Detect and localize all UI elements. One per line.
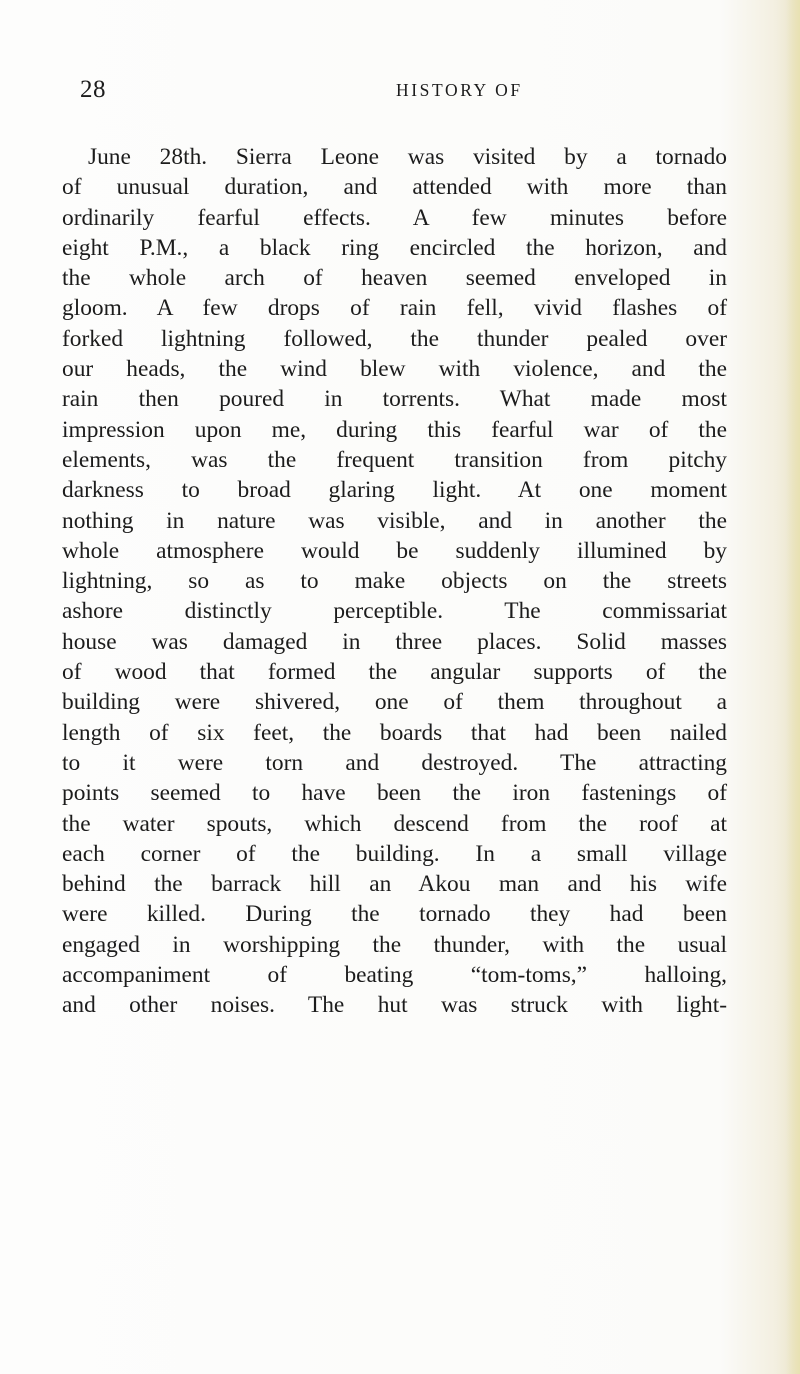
text-line: June 28th. Sierra Leone was visited by a tornado: [88, 144, 727, 170]
running-head: HISTORY OF: [396, 80, 523, 100]
text-line: of unusual duration, and attended with more than: [62, 174, 727, 201]
text-line: darkness to broad glaring light. At one moment: [62, 477, 727, 504]
text-line: gloom. A few drops of rain fell, vivid flashes of: [62, 295, 727, 322]
text-line: accompaniment of beating “tom-toms,” halloing,: [62, 962, 727, 989]
text-line: the whole arch of heaven seemed enveloped in: [62, 265, 727, 292]
page-number: 28: [80, 76, 106, 103]
text-line: of wood that formed the angular supports of the: [62, 659, 727, 686]
text-line: eight P.M., a black ring encircled the horizon, and: [62, 234, 727, 261]
text-line: house was damaged in three places. Solid masses: [62, 628, 727, 655]
text-line: nothing in nature was visible, and in another the: [62, 507, 727, 534]
text-line: forked lightning followed, the thunder pealed over: [62, 325, 727, 352]
text-line: length of six feet, the boards that had been nailed: [62, 719, 727, 746]
text-line: ashore distinctly perceptible. The commissariat: [62, 598, 727, 625]
text-line: whole atmosphere would be suddenly illumined by: [62, 537, 727, 564]
text-line: the water spouts, which descend from the roof at: [62, 810, 727, 837]
text-line: our heads, the wind blew with violence, and the: [62, 356, 727, 383]
text-line: impression upon me, during this fearful war of the: [62, 416, 727, 443]
text-line: were killed. During the tornado they had been: [62, 901, 727, 928]
text-line: elements, was the frequent transition from pitchy: [62, 446, 727, 473]
page-header: [80, 76, 720, 106]
text-line: ordinarily fearful effects. A few minutes before: [62, 204, 727, 231]
page-edge: [786, 0, 800, 1374]
text-line: points seemed to have been the iron fastenings of: [62, 780, 727, 807]
text-line: building were shivered, one of them throughout a: [62, 689, 727, 716]
text-line: to it were torn and destroyed. The attracting: [62, 749, 727, 776]
text-line: engaged in worshipping the thunder, with the usual: [62, 931, 727, 958]
text-line: rain then poured in torrents. What made most: [62, 386, 727, 413]
body-text: [62, 142, 727, 1021]
text-line: lightning, so as to make objects on the streets: [62, 568, 727, 595]
text-line: behind the barrack hill an Akou man and his wife: [62, 871, 727, 898]
text-line: and other noises. The hut was struck with light-: [62, 992, 727, 1019]
text-line: each corner of the building. In a small village: [62, 840, 727, 867]
